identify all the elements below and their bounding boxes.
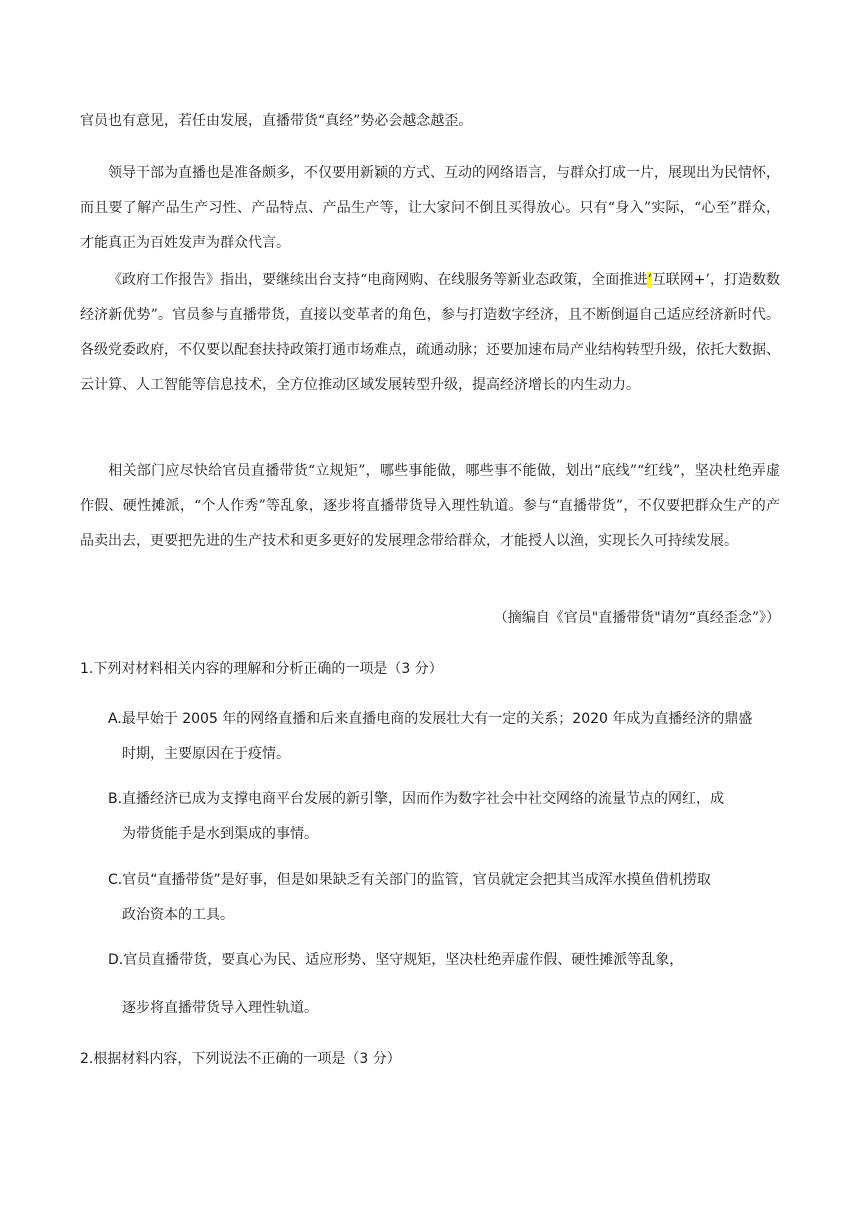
question-2-stem: 2.根据材料内容，下列说法不正确的一项是（3 分） [80,1051,401,1067]
paragraph-2-text-b: 互联网+’，打造数数经济新优势”。官员参与直播带货，直接以变革者的角色，参与打造数字经济，且不断倒逼自己适应经济新时代。各级党委政府，不仅要以配套扶持政策打通市场难点，疏通动脉；还要加速布局产业结构转型升级，依托大数据、云计算、人工智能等信息技术，全方位推动区域发展转型升级，提高经济增长的内生动力。 [80,272,780,393]
option-a-line-2: 时期，主要原因在于疫情。 [122,746,290,762]
paragraph-1 [80,156,780,261]
question-1-option-d-cont [108,991,780,1026]
option-c-line-2: 政治资本的工具。 [122,907,234,923]
question-1-option-a [108,702,780,772]
paragraph-3-text: 相关部门应尽快给官员直播带货“立规矩”，哪些事能做，哪些事不能做，划出“底线”“红线”，坚决杜绝弄虚作假、硬性摊派，“个人作秀”等乱象，逐步将直播带货导入理性轨道。参与“直播带货”，不仅要把群众生产的产品卖出去，更要把先进的生产技术和更多更好的发展理念带给群众，才能授人以渔，实现长久可持续发展。 [80,463,780,549]
question-1-option-b [108,782,780,852]
paragraph-1-text: 领导干部为直播也是准备颇多，不仅要用新颖的方式、互动的网络语言，与群众打成一片，展现出为民情怀，而且要了解产品生产习性、产品特点、产品生产等，让大家问不倒且买得放心。只有“身入”实际，“心至”群众，才能真正为百姓发声为群众代言。 [80,165,780,251]
option-b-line-2: 为带货能手是水到渠成的事情。 [122,826,318,842]
option-c-line-1: C.官员“直播带货”是好事，但是如果缺乏有关部门的监管，官员就定会把其当成浑水摸鱼借机捞取 [108,872,711,888]
option-d-line-1: D.官员直播带货，要真心为民、适应形势、坚守规矩，坚决杜绝弄虚作假、硬性摊派等乱象， [108,952,684,968]
option-b-line-1: B.直播经济已成为支撑电商平台发展的新引擎，因而作为数字社会中社交网络的流量节点的网红，成 [108,791,725,807]
question-1-stem: 1.下列对材料相关内容的理解和分析正确的一项是（3 分） [80,661,443,677]
paragraph-0: 官员也有意见，若任由发展，直播带货“真经”势必会越念越歪。 [80,113,473,129]
option-d-line-2: 逐步将直播带货导入理性轨道。 [122,1000,318,1016]
paragraph-2-text-a: 《政府工作报告》指出，要继续出台支持“电商网购、在线服务等新业态政策，全面推进 [108,272,648,288]
highlighted-quote-mark: ‘ [647,272,652,288]
paragraph-3 [80,454,780,559]
question-1-option-d [108,943,780,978]
paragraph-2 [80,263,780,403]
option-a-line-1: A.最早始于 2005 年的网络直播和后来直播电商的发展壮大有一定的关系；2020 年成为直播经济的鼎盛 [108,711,753,727]
question-1-option-c [108,863,780,933]
source-citation: （摘编自《官员"直播带货"请勿“真经歪念”》） [493,610,780,626]
